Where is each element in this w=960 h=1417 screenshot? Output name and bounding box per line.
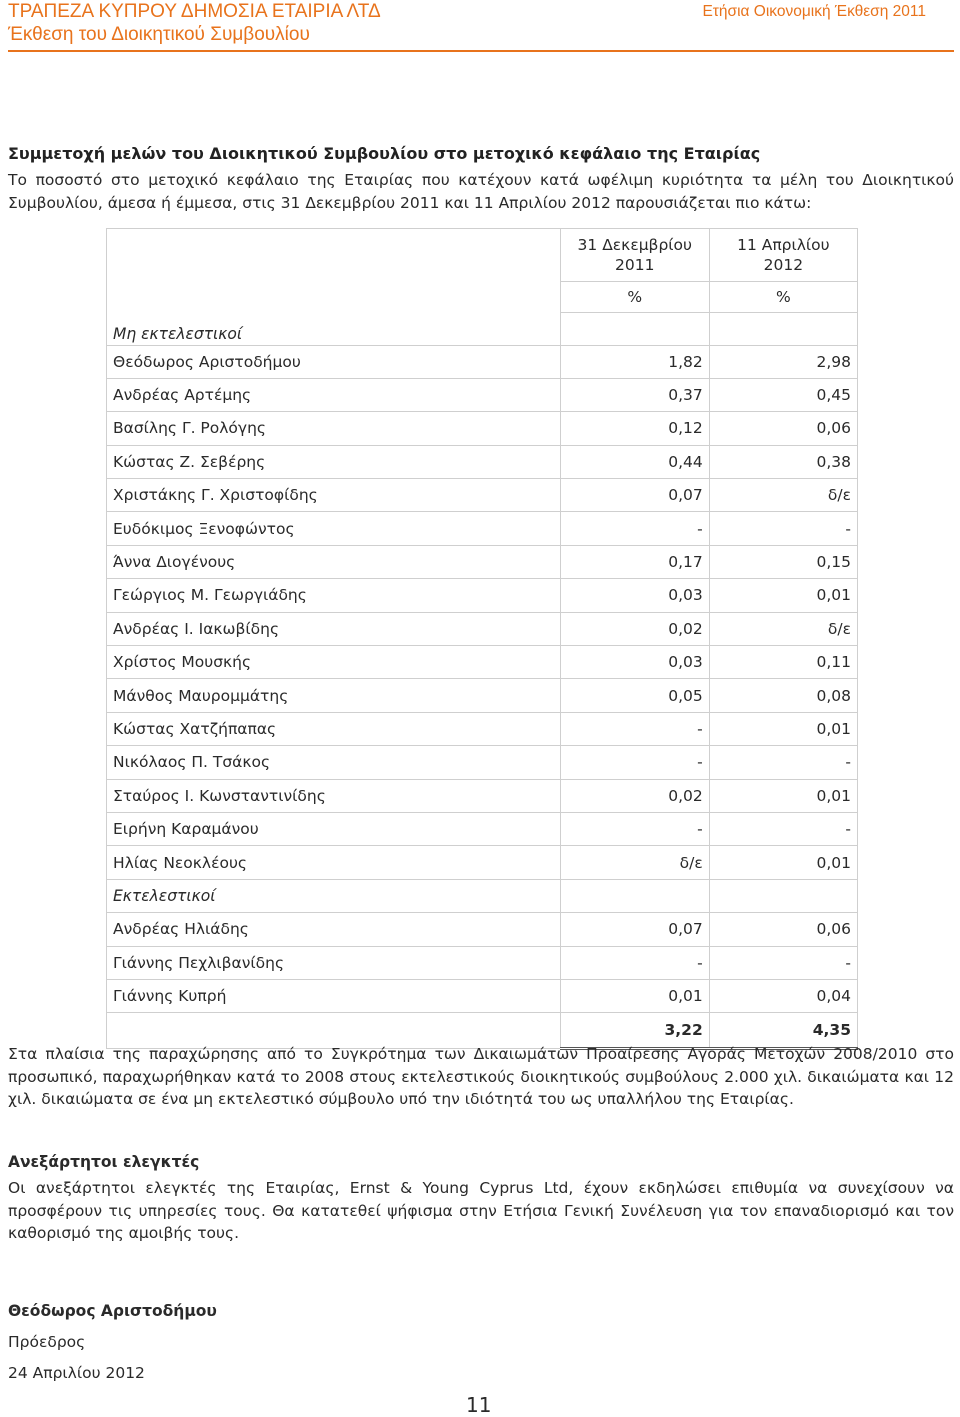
- table-row: [107, 679, 858, 712]
- value-2011: 0,07: [560, 479, 709, 512]
- director-name: Ηλίας Νεοκλέους: [107, 846, 561, 879]
- section-title: Συμμετοχή μελών του Διοικητικού Συμβουλίου στο μετοχικό κεφάλαιο της Εταιρίας: [8, 144, 761, 163]
- auditors-paragraph: Οι ανεξάρτητοι ελεγκτές της Εταιρίας, Ernst & Young Cyprus Ltd, έχουν εκδηλώσει επιθυμία να συνεχίσουν να προσφέρουν τις υπηρεσίες τους. Θα κατατεθεί ψήφισμα στην Ετήσια Γενική Συνέλευση για τον επαναδιορισμό και τον καθορισμό της αμοιβής τους.: [8, 1179, 954, 1242]
- value-2011: 0,02: [560, 779, 709, 812]
- total-2012: 4,35: [709, 1013, 857, 1049]
- category-row-non-exec: [107, 313, 858, 346]
- director-name: Μάνθος Μαυρομμάτης: [107, 679, 561, 712]
- value-2012: -: [709, 812, 857, 845]
- value-2011: 0,37: [560, 378, 709, 411]
- category-row-exec: [107, 879, 858, 912]
- director-name: Ειρήνη Καραμάνου: [107, 812, 561, 845]
- table-row: [107, 412, 858, 445]
- options-paragraph: Στα πλαίσια της παραχώρησης από το Συγκρότημα των Δικαιωμάτων Προαίρεσης Αγοράς Μετοχών 2008/2010 στο προσωπικό, παραχωρήθηκαν κατά το 2008 στους εκτελεστικούς διοικητικούς συμβούλους 2.000 χιλ. δικαιώματα και 12 χιλ. δικαιώματα σε ένα μη εκτελεστικό σύμβουλο υπό την ιδιότητά του ως υπαλλήλου της Εταιρίας.: [8, 1045, 954, 1108]
- header-rule: [8, 50, 954, 52]
- company-name: ΤΡΑΠΕΖΑ ΚΥΠΡΟΥ ΔΗΜΟΣΙΑ ΕΤΑΙΡΙΑ ΛΤΔ: [8, 1, 381, 22]
- value-2011: 0,03: [560, 579, 709, 612]
- table-row: [107, 612, 858, 645]
- value-2011: -: [560, 946, 709, 979]
- director-name: Ανδρέας Αρτέμης: [107, 378, 561, 411]
- table-row: [107, 579, 858, 612]
- value-2011: 0,17: [560, 545, 709, 578]
- value-2011: 0,01: [560, 979, 709, 1012]
- section-name: Έκθεση του Διοικητικού Συμβουλίου: [8, 24, 310, 45]
- value-2012: 0,06: [709, 412, 857, 445]
- table-row: [107, 979, 858, 1012]
- director-name: Άννα Διογένους: [107, 545, 561, 578]
- value-2011: -: [560, 746, 709, 779]
- value-2012: 0,06: [709, 913, 857, 946]
- value-2012: 0,01: [709, 579, 857, 612]
- director-name: Θεόδωρος Αριστοδήμου: [107, 345, 561, 378]
- value-2012: -: [709, 946, 857, 979]
- value-2011: 0,07: [560, 913, 709, 946]
- table-row: [107, 378, 858, 411]
- value-2012: 2,98: [709, 345, 857, 378]
- table-row: [107, 345, 858, 378]
- shareholding-table: [106, 228, 858, 1050]
- table-row: [107, 746, 858, 779]
- director-name: Γιάννης Πεχλιβανίδης: [107, 946, 561, 979]
- value-2012: -: [709, 746, 857, 779]
- table-row: [107, 946, 858, 979]
- value-2012: 0,45: [709, 378, 857, 411]
- table-row: [107, 646, 858, 679]
- table-row: [107, 712, 858, 745]
- director-name: Βασίλης Γ. Ρολόγης: [107, 412, 561, 445]
- table-row: [107, 846, 858, 879]
- value-2011: 0,05: [560, 679, 709, 712]
- value-2012: 0,01: [709, 846, 857, 879]
- director-name: Νικόλαος Π. Τσάκος: [107, 746, 561, 779]
- value-2011: 1,82: [560, 345, 709, 378]
- director-name: Ευδόκιμος Ξενοφώντος: [107, 512, 561, 545]
- auditors-title: Ανεξάρτητοι ελεγκτές: [8, 1153, 200, 1171]
- table-row: [107, 512, 858, 545]
- col-header-2011: 31 Δεκεμβρίου 2011: [560, 229, 709, 282]
- value-2012: 0,08: [709, 679, 857, 712]
- table-header-row: [107, 229, 858, 282]
- director-name: Ανδρέας Ι. Ιακωβίδης: [107, 612, 561, 645]
- value-2012: 0,01: [709, 712, 857, 745]
- table-row: [107, 779, 858, 812]
- director-name: Κώστας Χατζήπαπας: [107, 712, 561, 745]
- value-2011: -: [560, 512, 709, 545]
- value-2012: 0,15: [709, 545, 857, 578]
- value-2012: δ/ε: [709, 612, 857, 645]
- value-2011: δ/ε: [560, 846, 709, 879]
- intro-paragraph: Το ποσοστό στο μετοχικό κεφάλαιο της Εταιρίας που κατέχουν κατά ωφέλιμη κυριότητα τα μέλη του Διοικητικού Συμβουλίου, άμεσα ή έμμεσα, στις 31 Δεκεμβρίου 2011 και 11 Απριλίου 2012 παρουσιάζεται πιο κάτω:: [8, 171, 954, 212]
- table-row: [107, 479, 858, 512]
- unit-2011: %: [560, 282, 709, 313]
- value-2011: 0,44: [560, 445, 709, 478]
- table-row: [107, 545, 858, 578]
- value-2011: 0,03: [560, 646, 709, 679]
- table-row: [107, 913, 858, 946]
- page-number: 11: [466, 1393, 492, 1417]
- signatory-name: Θεόδωρος Αριστοδήμου: [8, 1302, 217, 1320]
- table-row: [107, 445, 858, 478]
- unit-2012: %: [709, 282, 857, 313]
- value-2012: 0,01: [709, 779, 857, 812]
- table-row: [107, 812, 858, 845]
- value-2012: -: [709, 512, 857, 545]
- value-2011: 0,12: [560, 412, 709, 445]
- value-2012: 0,38: [709, 445, 857, 478]
- director-name: Χριστάκης Γ. Χριστοφίδης: [107, 479, 561, 512]
- category-label: Εκτελεστικοί: [107, 879, 561, 912]
- col-header-2012: 11 Απριλίου 2012: [709, 229, 857, 282]
- total-2011: 3,22: [560, 1013, 709, 1049]
- unit-row: [107, 282, 858, 313]
- director-name: Χρίστος Μουσκής: [107, 646, 561, 679]
- value-2011: -: [560, 712, 709, 745]
- director-name: Γεώργιος Μ. Γεωργιάδης: [107, 579, 561, 612]
- value-2012: 0,11: [709, 646, 857, 679]
- director-name: Σταύρος Ι. Κωνσταντινίδης: [107, 779, 561, 812]
- value-2012: 0,04: [709, 979, 857, 1012]
- signature-date: 24 Απριλίου 2012: [8, 1364, 145, 1382]
- director-name: Ανδρέας Ηλιάδης: [107, 913, 561, 946]
- value-2012: δ/ε: [709, 479, 857, 512]
- report-title: Ετήσια Οικονομική Έκθεση 2011: [702, 3, 926, 20]
- category-label: Μη εκτελεστικοί: [107, 313, 561, 346]
- signatory-role: Πρόεδρος: [8, 1333, 86, 1351]
- director-name: Κώστας Ζ. Σεβέρης: [107, 445, 561, 478]
- director-name: Γιάννης Κυπρή: [107, 979, 561, 1012]
- value-2011: -: [560, 812, 709, 845]
- value-2011: 0,02: [560, 612, 709, 645]
